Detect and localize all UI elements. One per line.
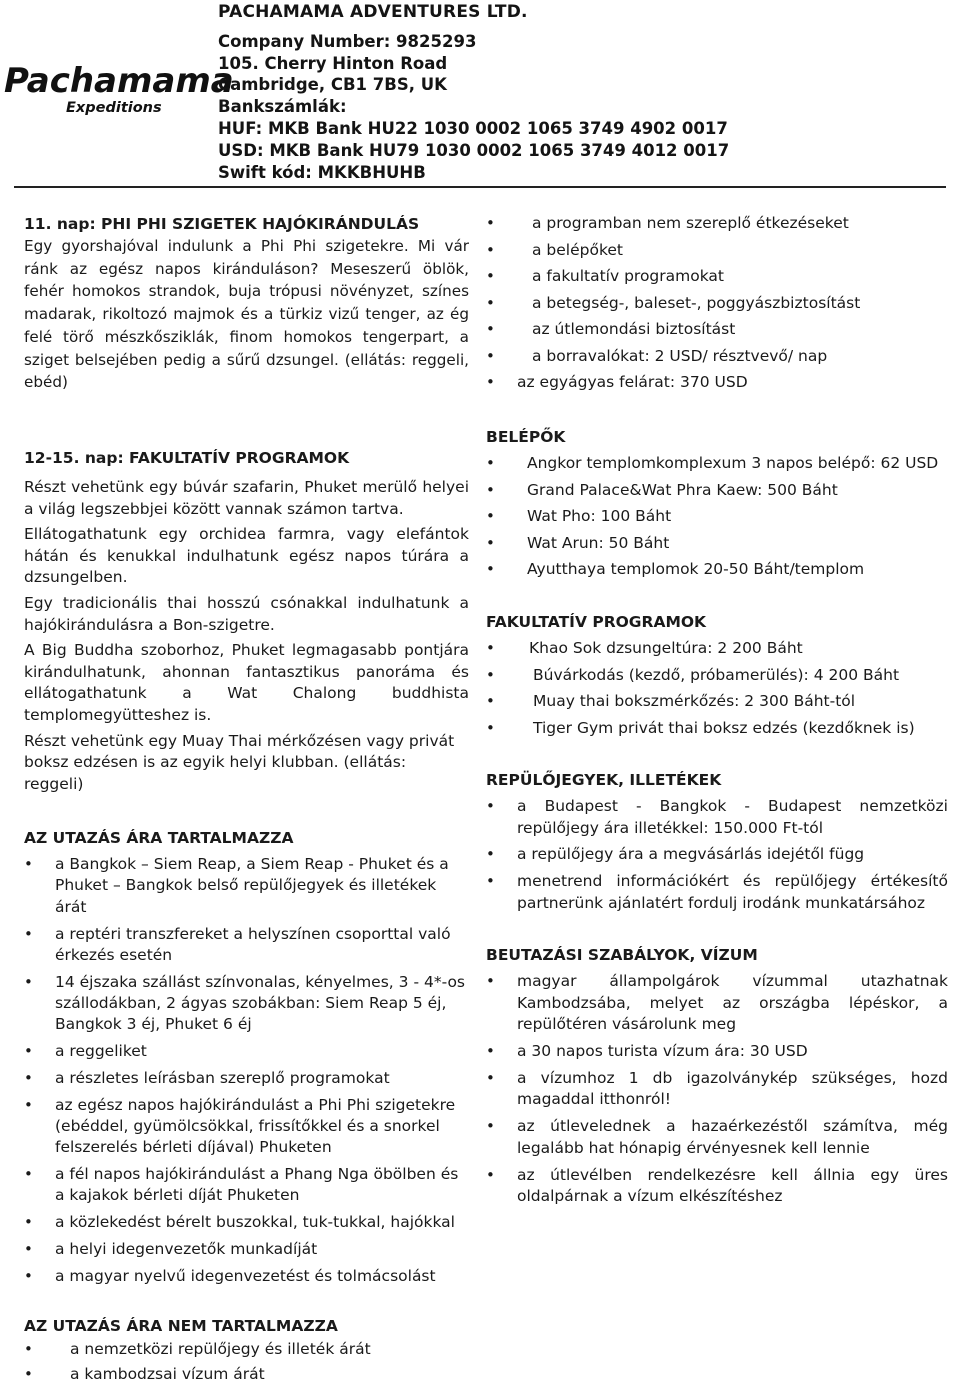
- list-item: • Muay thai bokszmérkőzés: 2 300 Báht-tól: [486, 691, 956, 712]
- swift-label: Swift kód:: [218, 162, 312, 182]
- usd-value: MKB Bank HU79 1030 0002 1065 3749 4012 0017: [269, 140, 730, 160]
- list-item: • a belépőket: [486, 240, 956, 261]
- day-12-15-title: 12-15. nap: FAKULTATÍV PROGRAMOK: [24, 449, 350, 467]
- list-item: • a Budapest - Bangkok - Budapest nemzetközi repülőjegy ára illetékkel: 150.000 Ft-tól: [486, 796, 948, 839]
- optional-programs-list: [486, 638, 956, 739]
- logo-subtitle: Expeditions: [66, 100, 162, 116]
- list-item: • a reggeliket: [24, 1041, 469, 1062]
- optional-programs-section: [486, 611, 956, 744]
- list-item: • a fakultatív programokat: [486, 266, 956, 287]
- list-item: • az egész napos hajókirándulást a Phi Phi szigetekre (ebéddel, gyümölcsökkal, frissítőkkel és a snorkel felszerelés bérleti díjával) Phuketen: [24, 1095, 469, 1159]
- list-item: • Khao Sok dzsungeltúra: 2 200 Báht: [486, 638, 956, 659]
- day-12-15-paragraph: Ellátogathatunk egy orchidea farmra, vagy elefántok hátán és kenukkal indulhatunk egész napos túrára a dzsungelben.: [24, 525, 469, 587]
- list-item: • Angkor templomkomplexum 3 napos belépő: 62 USD: [486, 453, 956, 474]
- entrance-fees-list: [486, 453, 956, 580]
- swift-value: MKKBHUHB: [317, 162, 426, 182]
- day-12-15-paragraph: A Big Buddha szoborhoz, Phuket legmagasabb pontjára kirándulhatunk, ahonnan fantasztikus panoráma és ellátogathatunk a Wat Chalong buddhista templomegyütteshez is.: [24, 641, 469, 724]
- list-item: • Wat Pho: 100 Báht: [486, 506, 956, 527]
- not-included-list: [24, 1339, 469, 1386]
- company-logo: [2, 56, 234, 120]
- day-11-text: Egy gyorshajóval indulunk a Phi Phi szigetekre. Mi vár ránk az egész napos kiránduláson? Meseszerű öblök, fehér homokos strandok, buja trópusi növényzet, színes madarak, rikoltozó majmok és a türkiz vizű tenger, az ég felé törő mészkősziklák, finom homokos tengerpart, a sziget belsejében pedig a sűrű dzsungel. (ellátás: reggeli, ebéd): [24, 237, 469, 392]
- day-11-section: [24, 213, 469, 398]
- list-item: • a betegség-, baleset-, poggyászbiztosítást: [486, 293, 956, 314]
- list-item: • a közlekedést bérelt buszokkal, tuk-tukkal, hajókkal: [24, 1212, 469, 1233]
- list-item: • a repülőjegy ára a megvásárlás idejétől függ: [486, 844, 948, 866]
- entry-rules-title: BEUTAZÁSI SZABÁLYOK, VÍZUM: [486, 946, 758, 964]
- company-name: PACHAMAMA ADVENTURES LTD.: [218, 2, 528, 22]
- not-included-title: AZ UTAZÁS ÁRA NEM TARTALMAZZA: [24, 1317, 338, 1335]
- usd-account: [218, 140, 758, 162]
- list-item: • a magyar nyelvű idegenvezetést és tolmácsolást: [24, 1266, 469, 1287]
- flight-tickets-list: [486, 796, 948, 914]
- logo-graphic: [2, 56, 234, 120]
- list-item: • a vízumhoz 1 db igazolványkép szükséges, hozd magaddal itthonról!: [486, 1068, 948, 1111]
- header-divider: [14, 186, 946, 188]
- list-item: • Ayutthaya templomok 20-50 Báht/templom: [486, 559, 956, 580]
- entry-rules-list: [486, 971, 948, 1208]
- list-item: • az útlevélben rendelkezésre kell állnia egy üres oldalpárnak a vízum elkészítéshez: [486, 1165, 948, 1208]
- day-12-15-paragraph: Részt vehetünk egy búvár szafarin, Phuket merülő helyei a világ legszebbjei között vannak számon tartva.: [24, 478, 469, 518]
- list-item: • a borravalókat: 2 USD/ résztvevő/ nap: [486, 346, 956, 367]
- list-item: • Grand Palace&Wat Phra Kaew: 500 Báht: [486, 480, 956, 501]
- list-item: • a helyi idegenvezetők munkadíját: [24, 1239, 469, 1260]
- included-list: [24, 854, 469, 1287]
- list-item: • Wat Arun: 50 Báht: [486, 533, 956, 554]
- list-item: • Búvárkodás (kezdő, próbamerülés): 4 200 Báht: [486, 665, 956, 686]
- company-details: [218, 2, 758, 183]
- list-item: • a 30 napos turista vízum ára: 30 USD: [486, 1041, 948, 1063]
- included-section: [24, 827, 469, 1292]
- day-12-15-paragraph: Egy tradicionális thai hosszú csónakkal indulhatunk a hajókirándulásra a Bon-szigetre.: [24, 593, 469, 634]
- list-item: • a programban nem szereplő étkezéseket: [486, 213, 956, 234]
- list-item: • a kambodzsai vízum árát: [24, 1364, 469, 1386]
- not-included-continued-section: [486, 213, 956, 399]
- list-item: • a részletes leírásban szereplő programokat: [24, 1068, 469, 1089]
- entrance-fees-title: BELÉPŐK: [486, 428, 566, 446]
- list-item: • az egyágyas felárat: 370 USD: [486, 372, 956, 393]
- list-item: • menetrend információkért és repülőjegy értékesítő partnerünk ajánlatért fordulj irodánk munkatársához: [486, 871, 948, 914]
- swift-code: [218, 162, 758, 184]
- address-line-1: 105. Cherry Hinton Road: [218, 53, 448, 73]
- company-number: Company Number: 9825293: [218, 31, 477, 51]
- list-item: • 14 éjszaka szállást színvonalas, kényelmes, 3 - 4*-os szállodákban, 2 ágyas szobákban: Siem Reap 5 éj, Bangkok 3 éj, Phuket 6 éj: [24, 972, 469, 1036]
- entry-rules-section: [486, 944, 948, 1213]
- day-11-title: 11. nap: PHI PHI SZIGETEK HAJÓKIRÁNDULÁS: [24, 215, 420, 233]
- list-item: • az útlemondási biztosítást: [486, 319, 956, 340]
- list-item: • az útlevelednek a hazaérkezéstől számítva, még legalább hat hónapig érvényesnek kell lennie: [486, 1116, 948, 1159]
- optional-programs-title: FAKULTATÍV PROGRAMOK: [486, 613, 707, 631]
- list-item: • a nemzetközi repülőjegy és illeték árát: [24, 1339, 469, 1361]
- logo-wordmark: Pachamama: [4, 61, 234, 101]
- huf-label: HUF:: [218, 118, 263, 138]
- bank-accounts-label: Bankszámlák:: [218, 97, 347, 117]
- flight-tickets-section: [486, 769, 948, 920]
- address-line-2: Cambridge, CB1 7BS, UK: [218, 75, 447, 95]
- flight-tickets-title: REPÜLŐJEGYEK, ILLETÉKEK: [486, 771, 722, 789]
- list-item: • a fél napos hajókirándulást a Phang Nga öbölben és a kajakok bérleti díját Phuketen: [24, 1164, 469, 1207]
- usd-label: USD:: [218, 140, 264, 160]
- entrance-fees-section: [486, 426, 956, 586]
- huf-account: [218, 118, 758, 140]
- list-item: • a reptéri transzfereket a helyszínen csoporttal való érkezés esetén: [24, 924, 469, 967]
- not-included-continued-list: [486, 213, 956, 393]
- huf-value: MKB Bank HU22 1030 0002 1065 3749 4902 0017: [267, 118, 728, 138]
- day-12-15-paragraph: Részt vehetünk egy Muay Thai mérkőzésen vagy privát boksz edzésen is az egyik helyi klubban. (ellátás: reggeli): [24, 731, 455, 793]
- not-included-section: [24, 1315, 469, 1390]
- list-item: • a Bangkok – Siem Reap, a Siem Reap - Phuket és a Phuket – Bangkok belső repülőjegyek és illetékek árát: [24, 854, 469, 918]
- day-12-15-section: [24, 447, 469, 799]
- included-title: AZ UTAZÁS ÁRA TARTALMAZZA: [24, 829, 294, 847]
- list-item: • magyar állampolgárok vízummal utazhatnak Kambodzsába, melyet az országba lépéskor, a repülőtéren vásárolunk meg: [486, 971, 948, 1036]
- list-item: • Tiger Gym privát thai boksz edzés (kezdőknek is): [486, 718, 956, 739]
